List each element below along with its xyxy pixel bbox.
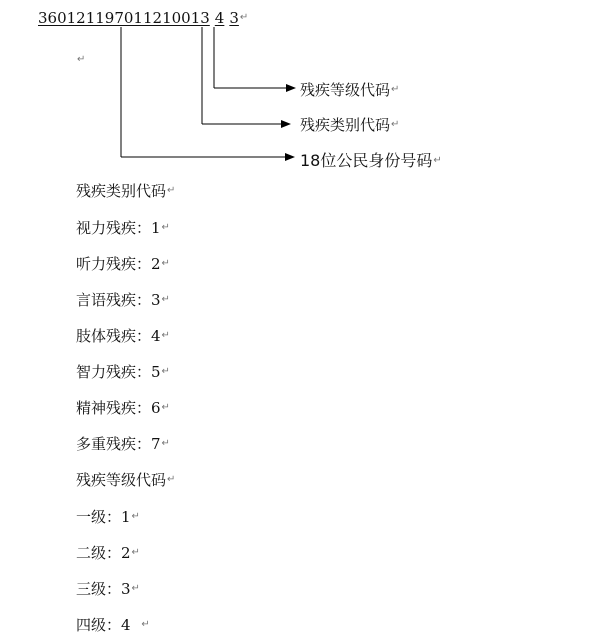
paragraph-mark-icon: ↵ xyxy=(141,619,150,630)
paragraph-mark-icon: ↵ xyxy=(167,185,176,196)
paragraph-mark-icon: ↵ xyxy=(167,474,176,485)
list-item: 精神残疾：6↵ xyxy=(76,399,170,417)
paragraph-mark-icon: ↵ xyxy=(239,12,249,23)
list-item: 二级：2↵ xyxy=(76,544,140,562)
list-item: 多重残疾：7↵ xyxy=(76,435,170,453)
paragraph-mark-icon: ↵ xyxy=(131,547,140,558)
paragraph-mark-icon: ↵ xyxy=(391,119,400,130)
paragraph-mark-icon: ↵ xyxy=(161,258,170,269)
grade-section-title: 残疾等级代码↵ xyxy=(76,471,176,489)
grade-digit: 3 xyxy=(229,9,239,27)
category-section-title: 残疾类别代码↵ xyxy=(76,182,176,200)
callout-grade-code: 残疾等级代码↵ xyxy=(300,81,400,99)
paragraph-mark-icon: ↵ xyxy=(77,54,86,65)
paragraph-mark-icon: ↵ xyxy=(161,438,170,449)
paragraph-mark-icon: ↵ xyxy=(161,330,170,341)
paragraph-mark-icon: ↵ xyxy=(161,402,170,413)
paragraph-mark-icon: ↵ xyxy=(161,222,170,233)
list-item: 肢体残疾：4↵ xyxy=(76,327,170,345)
list-item: 听力残疾：2↵ xyxy=(76,255,170,273)
list-item: 言语残疾：3↵ xyxy=(76,291,170,309)
category-digit: 4 xyxy=(214,9,225,27)
list-item: 四级：4 ↵ xyxy=(76,616,150,634)
paragraph-mark-icon: ↵ xyxy=(131,511,140,522)
arrowhead-icon xyxy=(286,84,296,92)
list-item: 一级：1↵ xyxy=(76,508,140,526)
paragraph-mark-icon: ↵ xyxy=(161,294,170,305)
id-base-digits: 360121197011210013 xyxy=(38,9,210,27)
paragraph-mark-icon: ↵ xyxy=(161,366,170,377)
paragraph-mark-icon: ↵ xyxy=(433,155,442,166)
list-item: 智力残疾：5↵ xyxy=(76,363,170,381)
paragraph-mark-icon: ↵ xyxy=(131,583,140,594)
arrowhead-icon xyxy=(281,120,291,128)
callout-id18: 18位公民身份号码↵ xyxy=(300,151,442,170)
list-item: 视力残疾：1↵ xyxy=(76,219,170,237)
paragraph-mark-icon: ↵ xyxy=(391,84,400,95)
list-item: 三级：3↵ xyxy=(76,580,140,598)
arrowhead-icon xyxy=(285,153,295,161)
callout-category-code: 残疾类别代码↵ xyxy=(300,116,400,134)
